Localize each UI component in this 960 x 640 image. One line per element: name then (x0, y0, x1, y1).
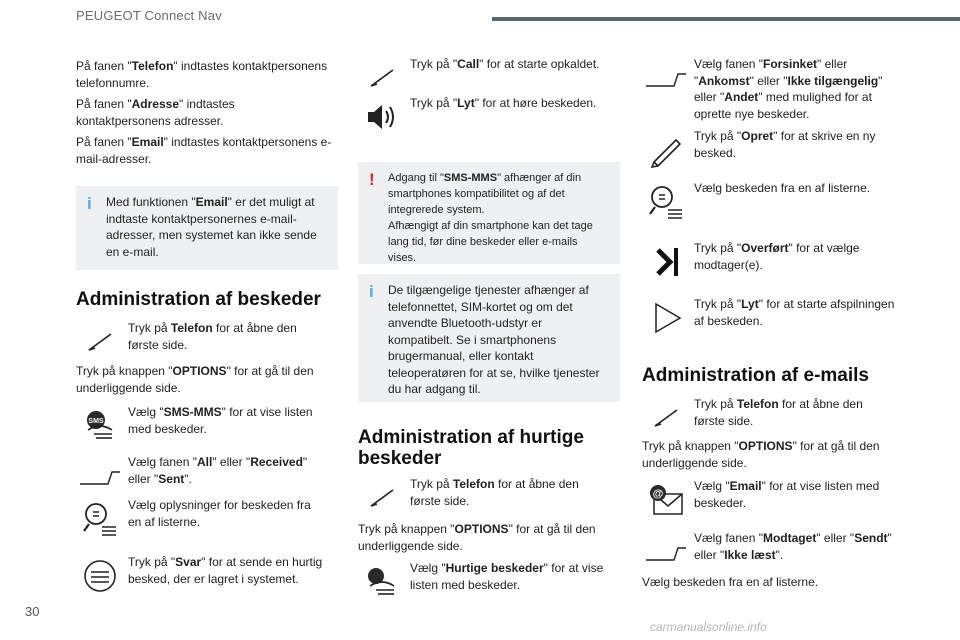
heading-beskeder: Administration af beskeder (76, 289, 321, 310)
step-hurtige-beskeder: Vælg "Hurtige beskeder" for at vise listen med beskeder. (358, 560, 620, 604)
info-icon: i (369, 282, 374, 301)
pencil-line-icon (642, 396, 690, 440)
step-select-tab-all: Vælg fanen "All" eller "Received" eller "Sent". (76, 454, 338, 498)
paragraph-select-email: Vælg beskeden fra en af listerne. (642, 575, 819, 589)
info-icon: i (87, 194, 92, 213)
step-select-tab-modtaget: Vælg fanen "Modtaget" eller "Sendt" eller "Ikke læst". (642, 530, 904, 574)
heading-emails: Administration af e-mails (642, 365, 869, 386)
step-open-telefon-2: Tryk på Telefon for at åbne den første side. (358, 476, 620, 520)
page-number: 30 (25, 604, 40, 619)
paragraph-adresse-tab: På fanen "Adresse" indtastes kontaktpersonens adresser. (76, 97, 235, 128)
step-open-telefon-3: Tryk på Telefon for at åbne den første side. (642, 396, 904, 440)
info-note-email: i Med funktionen "Email" er det muligt at indtaste kontaktpersonernes e-mail-adresser, men systemet kan ikke sende en e-mail. (76, 186, 338, 270)
heading-hurtige-beskeder: Administration af hurtige beskeder (358, 427, 584, 469)
running-header: PEUGEOT Connect Nav (76, 8, 222, 23)
step-lyt: Tryk på "Lyt" for at høre beskeden. (358, 95, 620, 139)
pencil-line-icon (76, 320, 124, 364)
paragraph-options-3: Tryk på knappen "OPTIONS" for at gå til den underliggende side. (642, 439, 880, 470)
pencil-line-icon (358, 476, 406, 520)
tab-folder-icon (642, 56, 690, 100)
info-note-services: i De tilgængelige tjenester afhænger af telefonnettet, SIM-kortet og om det anvendte Bluetooth-udstyr er kompatibelt. Se i smartphonens brugermanual, eller kontakt teleoperatøren for at se, hvilke tjenester du har adgang til. (358, 274, 620, 402)
play-icon (642, 296, 690, 340)
paragraph-options-2: Tryk på knappen "OPTIONS" for at gå til den underliggende side. (358, 522, 596, 553)
pencil-line-icon (358, 56, 406, 100)
step-select-message: Vælg beskeden fra en af listerne. (642, 180, 904, 224)
paragraph-telefon-tab: På fanen "Telefon" indtastes kontaktpersonens telefonnumre. (76, 59, 328, 90)
warning-icon: ! (369, 170, 375, 189)
forward-icon (642, 240, 690, 284)
step-select-tab-forsinket: Vælg fanen "Forsinket" eller "Ankomst" eller "Ikke tilgængelig" eller "Andet" med mulighed for at oprette nye beskeder. (642, 56, 904, 122)
search-list-icon (76, 497, 124, 541)
step-opret: Tryk på "Opret" for at skrive en ny besked. (642, 128, 904, 172)
step-svar: Tryk på "Svar" for at sende en hurtig besked, der er lagret i systemet. (76, 554, 338, 598)
email-envelope-icon (642, 478, 690, 522)
speaker-icon (358, 95, 406, 139)
step-overfort: Tryk på "Overført" for at vælge modtager(e). (642, 240, 904, 284)
step-lyt-play: Tryk på "Lyt" for at starte afspilningen af beskeden. (642, 296, 904, 340)
sms-list-icon (76, 404, 124, 448)
svg-text:SMS: SMS (88, 418, 104, 425)
pencil-icon (642, 128, 690, 172)
step-call: Tryk på "Call" for at starte opkaldet. (358, 56, 620, 100)
watermark: carmanualsonline.info (650, 620, 767, 634)
step-select-sms-mms: SMS Vælg "SMS-MMS" for at vise listen med beskeder. (76, 404, 338, 448)
step-select-email: @ Vælg "Email" for at vise listen med beskeder. (642, 478, 904, 522)
quick-message-list-icon (358, 560, 406, 604)
header-bar (492, 17, 960, 21)
warning-note-sms: ! Adgang til "SMS-MMS" afhænger af din smartphones kompatibilitet og af det integrerede system. Afhængigt af din smartphone kan det tage lang tid, før dine beskeder eller e-mails vises. (358, 162, 620, 264)
paragraph-email-tab: På fanen "Email" indtastes kontaktpersonens e-mail-adresser. (76, 135, 332, 166)
svg-text:@: @ (652, 488, 664, 500)
paragraph-options: Tryk på knappen "OPTIONS" for at gå til den underliggende side. (76, 364, 314, 395)
search-list-icon (642, 180, 690, 224)
step-open-telefon: Tryk på Telefon for at åbne den første side. (76, 320, 338, 364)
tab-folder-icon (76, 454, 124, 498)
quick-message-icon (76, 554, 124, 598)
step-select-details: Vælg oplysninger for beskeden fra en af listerne. (76, 497, 338, 541)
tab-folder-icon (642, 530, 690, 574)
